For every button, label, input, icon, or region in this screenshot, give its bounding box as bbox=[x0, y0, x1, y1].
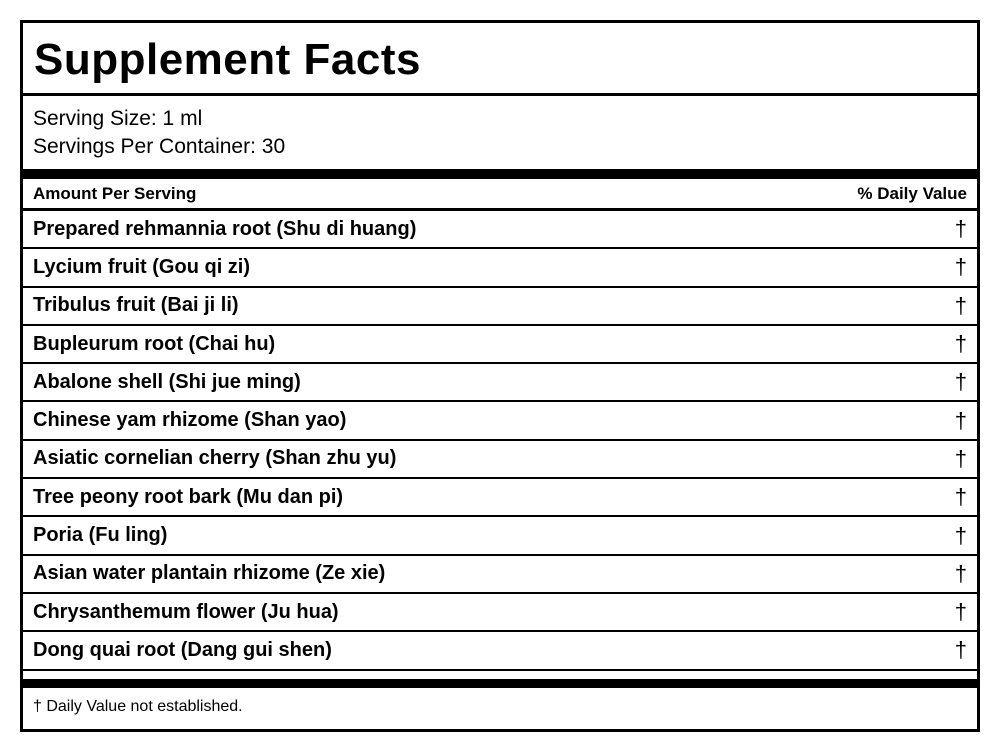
ingredient-name: Asian water plantain rhizome (Ze xie) bbox=[33, 562, 386, 585]
ingredient-dv: † bbox=[954, 637, 967, 663]
table-row bbox=[23, 326, 977, 364]
ingredient-name: Chrysanthemum flower (Ju hua) bbox=[33, 600, 339, 623]
ingredient-dv: † bbox=[954, 445, 967, 471]
spacer bbox=[23, 671, 977, 679]
table-row bbox=[23, 249, 977, 287]
table-row bbox=[23, 402, 977, 440]
table-header bbox=[23, 179, 977, 211]
footnote bbox=[23, 688, 977, 726]
page-title: Supplement Facts bbox=[34, 35, 421, 84]
ingredient-name: Chinese yam rhizome (Shan yao) bbox=[33, 409, 347, 432]
ingredient-dv: † bbox=[954, 292, 967, 318]
ingredient-dv: † bbox=[954, 560, 967, 586]
ingredient-dv: † bbox=[954, 331, 967, 357]
ingredient-name: Tree peony root bark (Mu dan pi) bbox=[33, 485, 344, 508]
ingredient-dv: † bbox=[954, 484, 967, 510]
serving-size: Serving Size: 1 ml bbox=[33, 107, 203, 130]
ingredient-name: Prepared rehmannia root (Shu di huang) bbox=[33, 217, 417, 240]
ingredient-name: Abalone shell (Shi jue ming) bbox=[33, 370, 301, 393]
table-row bbox=[23, 517, 977, 555]
ingredient-name: Bupleurum root (Chai hu) bbox=[33, 332, 276, 355]
ingredient-dv: † bbox=[954, 216, 967, 242]
thick-divider-bottom bbox=[23, 679, 977, 688]
ingredient-dv: † bbox=[954, 599, 967, 625]
table-row bbox=[23, 479, 977, 517]
table-row bbox=[23, 211, 977, 249]
table-row bbox=[23, 441, 977, 479]
thick-divider bbox=[23, 169, 977, 179]
ingredient-name: Dong quai root (Dang gui shen) bbox=[33, 638, 332, 661]
daily-value-header: % Daily Value bbox=[857, 183, 967, 203]
ingredient-dv: † bbox=[954, 369, 967, 395]
table-row bbox=[23, 594, 977, 632]
amount-per-serving-header: Amount Per Serving bbox=[33, 183, 197, 203]
title-bar bbox=[23, 23, 977, 96]
ingredient-name: Lycium fruit (Gou qi zi) bbox=[33, 255, 251, 278]
ingredient-name: Tribulus fruit (Bai ji li) bbox=[33, 294, 239, 317]
serving-info bbox=[23, 96, 977, 169]
ingredient-dv: † bbox=[954, 407, 967, 433]
ingredient-dv: † bbox=[954, 522, 967, 548]
footnote-text: † Daily Value not established. bbox=[33, 697, 243, 715]
table-row bbox=[23, 632, 977, 670]
table-row bbox=[23, 288, 977, 326]
servings-per-container: Servings Per Container: 30 bbox=[33, 135, 286, 158]
table-row bbox=[23, 364, 977, 402]
ingredient-dv: † bbox=[954, 254, 967, 280]
table-row bbox=[23, 556, 977, 594]
ingredient-name: Poria (Fu ling) bbox=[33, 524, 168, 547]
supplement-facts-panel bbox=[20, 20, 980, 732]
ingredient-name: Asiatic cornelian cherry (Shan zhu yu) bbox=[33, 447, 397, 470]
